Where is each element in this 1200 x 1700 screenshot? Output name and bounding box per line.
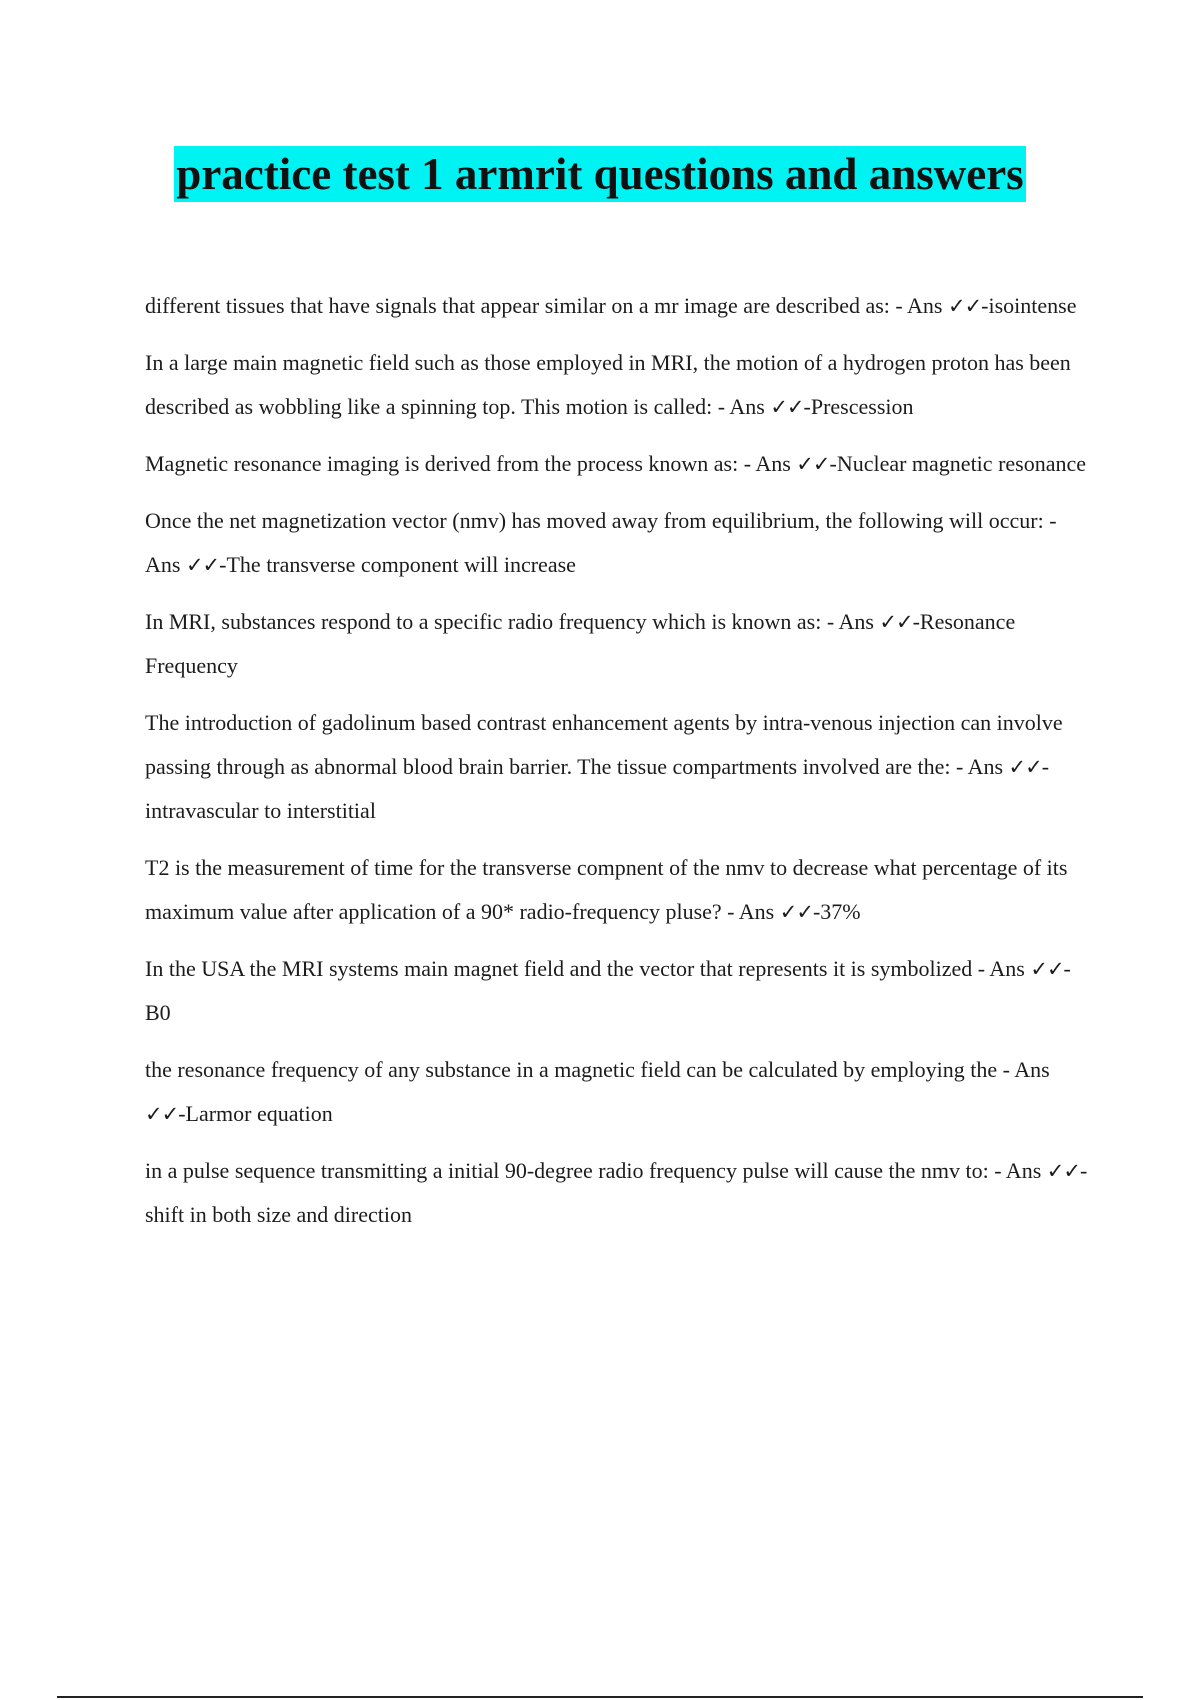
question-text: In a large main magnetic field such as those employed in MRI, the motion of a hydrogen proton has been described as wobbling like a spinning top. This motion is called: (145, 350, 1071, 419)
question-text: The introduction of gadolinum based contrast enhancement agents by intra-venous injection can involve passing through as abnormal blood brain barrier. The tissue compartments involved are the: (145, 710, 1063, 779)
answer-prefix: - Ans (821, 609, 880, 634)
question-text: Magnetic resonance imaging is derived from the process known as: (145, 451, 739, 476)
qa-item: In the USA the MRI systems main magnet field and the vector that represents it is symbolized - Ans ✓✓-B0 (145, 956, 1071, 1025)
answer-text: Larmor equation (185, 1101, 333, 1126)
question-text: T2 is the measurement of time for the transverse compnent of the nmv to decrease what percentage of its maximum value after application of a 90* radio-frequency pluse? (145, 855, 1068, 924)
answer-prefix: - Ans (997, 1057, 1050, 1082)
check-mark-icon: ✓✓ (947, 294, 982, 318)
qa-item: The introduction of gadolinum based contrast enhancement agents by intra-venous injection can involve passing through as abnormal blood brain barrier. The tissue compartments involved are the: - Ans ✓✓-intravascular to interstitial (145, 710, 1063, 823)
question-text: Once the net magnetization vector (nmv) has moved away from equilibrium, the following will occur: (145, 508, 1044, 533)
answer-text: isointense (988, 293, 1077, 318)
check-mark-icon: ✓✓ (1008, 755, 1042, 779)
footer-divider (57, 1696, 1143, 1698)
answer-prefix: - Ans (889, 293, 948, 318)
document-title: practice test 1 armrit questions and answers (174, 146, 1025, 202)
answer-text: B0 (145, 1000, 171, 1025)
question-text: the resonance frequency of any substance in a magnetic field can be calculated by employing the (145, 1057, 998, 1082)
answer-prefix: - Ans (712, 394, 771, 419)
check-mark-icon: ✓✓ (770, 395, 804, 419)
qa-item: in a pulse sequence transmitting a initial 90-degree radio frequency pulse will cause the nmv to: - Ans ✓✓-shift in both size and direction (145, 1158, 1088, 1227)
title-block (0, 146, 1200, 202)
answer-text: intravascular to interstitial (145, 798, 376, 823)
question-text: In MRI, substances respond to a specific radio frequency which is known as: (145, 609, 822, 634)
check-mark-icon: ✓✓ (145, 1102, 179, 1126)
question-text: In the USA the MRI systems main magnet field and the vector that represents it is symbolized (145, 956, 973, 981)
qa-list (145, 284, 1090, 1250)
qa-item: different tissues that have signals that appear similar on a mr image are described as: - Ans ✓✓-isointense (145, 293, 1077, 318)
question-text: different tissues that have signals that appear similar on a mr image are described as: (145, 293, 890, 318)
answer-text: The transverse component will increase (226, 552, 576, 577)
answer-text: 37% (820, 899, 861, 924)
check-mark-icon: ✓✓ (1030, 957, 1064, 981)
answer-prefix: - Ans (738, 451, 797, 476)
answer-text: shift in both size and direction (145, 1202, 412, 1227)
question-text: in a pulse sequence transmitting a initial 90-degree radio frequency pulse will cause the nmv to: (145, 1158, 989, 1183)
check-mark-icon: ✓✓ (879, 610, 913, 634)
qa-item: Magnetic resonance imaging is derived from the process known as: - Ans ✓✓-Nuclear magnetic resonance (145, 451, 1087, 476)
answer-prefix: - Ans (721, 899, 780, 924)
answer-prefix: - Ans (972, 956, 1031, 981)
qa-item: T2 is the measurement of time for the transverse compnent of the nmv to decrease what percentage of its maximum value after application of a 90* radio-frequency pluse? - Ans ✓✓-37% (145, 855, 1068, 924)
check-mark-icon: ✓✓ (779, 900, 813, 924)
qa-item: In MRI, substances respond to a specific radio frequency which is known as: - Ans ✓✓-Resonance Frequency (145, 609, 1016, 678)
qa-item: Once the net magnetization vector (nmv) has moved away from equilibrium, the following will occur: - Ans ✓✓-The transverse component will increase (145, 508, 1057, 577)
check-mark-icon: ✓✓ (185, 553, 220, 577)
check-mark-icon: ✓✓ (1046, 1159, 1080, 1183)
qa-item: the resonance frequency of any substance in a magnetic field can be calculated by employing the - Ans ✓✓-Larmor equation (145, 1057, 1050, 1126)
answer-text: Nuclear magnetic resonance (836, 451, 1087, 476)
answer-prefix: - Ans (988, 1158, 1047, 1183)
check-mark-icon: ✓✓ (796, 452, 830, 476)
answer-text: Prescession (810, 394, 914, 419)
qa-item: In a large main magnetic field such as those employed in MRI, the motion of a hydrogen proton has been described as wobbling like a spinning top. This motion is called: - Ans ✓✓-Prescession (145, 350, 1071, 419)
answer-text: Resonance Frequency (145, 609, 1016, 678)
answer-prefix: - Ans (145, 508, 1057, 577)
answer-prefix: - Ans (950, 754, 1009, 779)
